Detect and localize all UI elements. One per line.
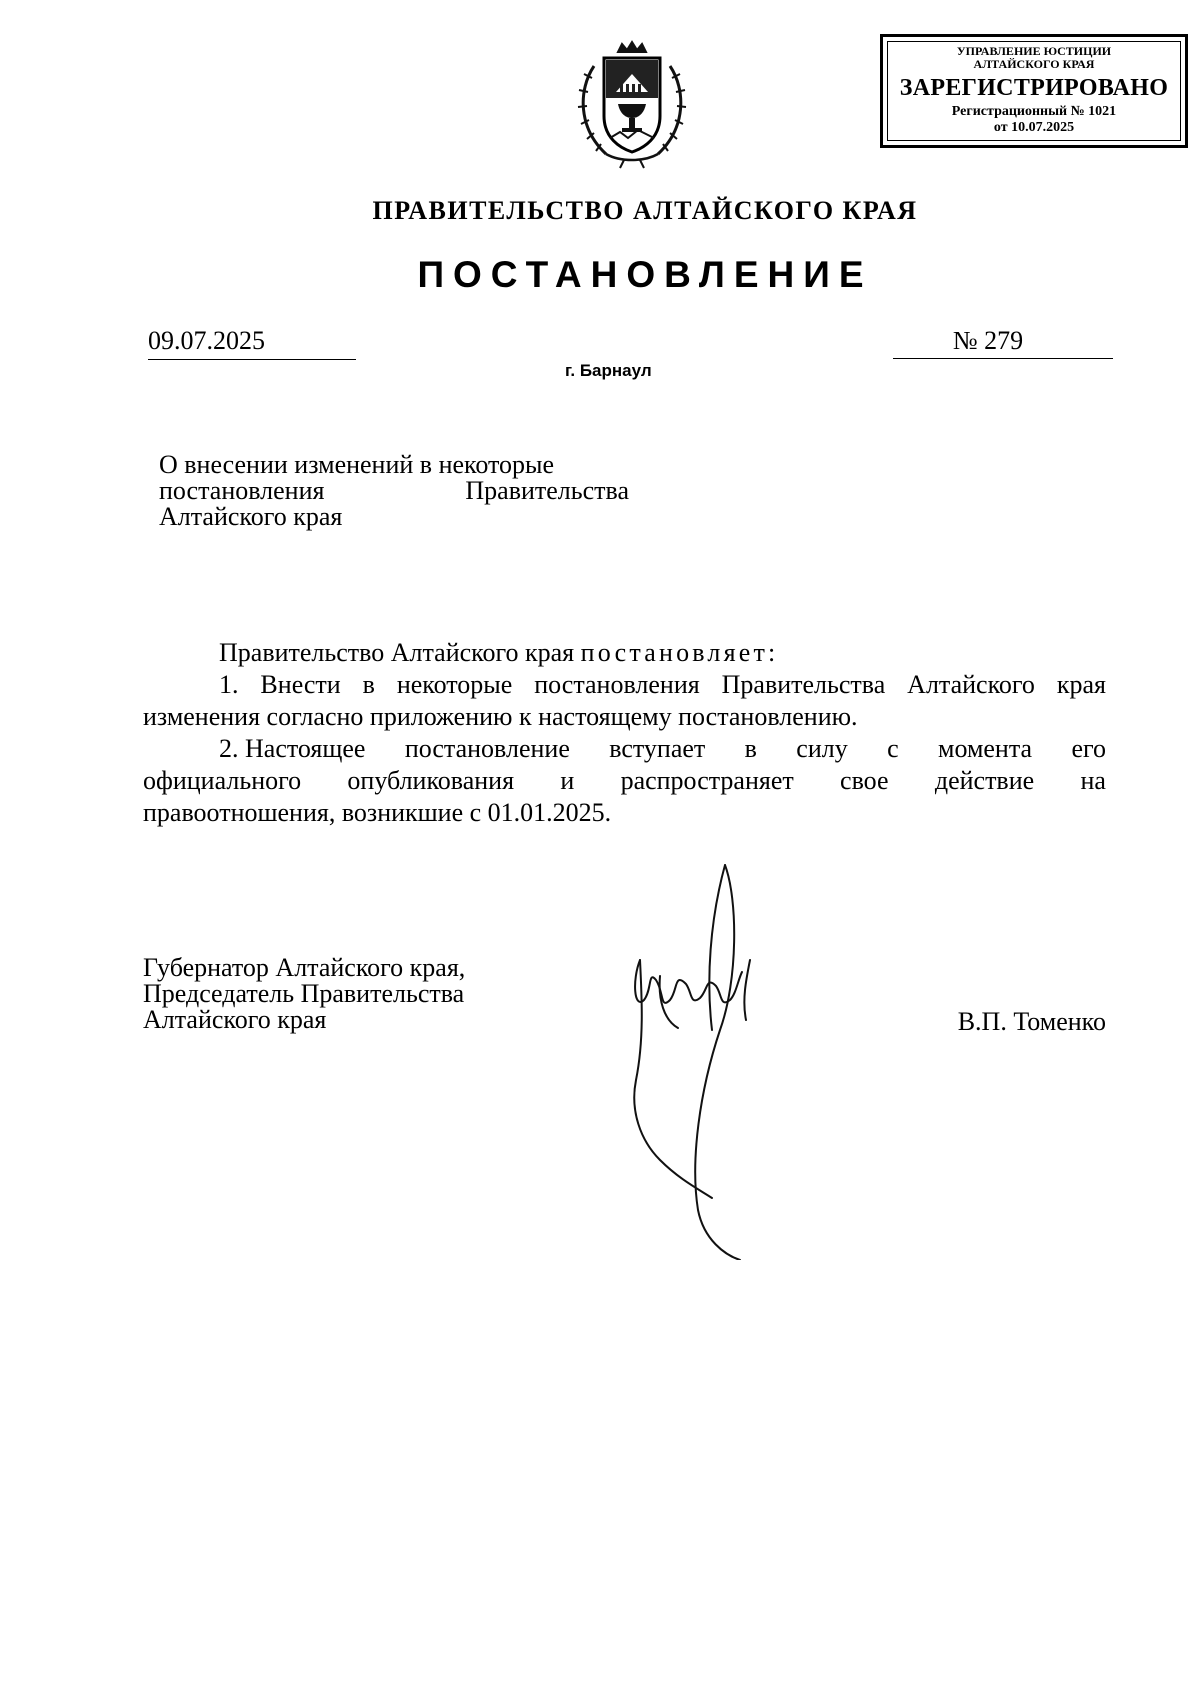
preamble-verb: постановляет: [580, 638, 779, 667]
document-body [143, 637, 1106, 829]
preamble-lead: Правительство Алтайского края [219, 638, 575, 667]
subject-line-2-left: постановления [159, 476, 325, 505]
item-2-word: с [887, 734, 899, 763]
registration-stamp-inner [887, 41, 1181, 141]
document-city: г. Барнаул [565, 361, 652, 380]
item-2-word: действие [934, 766, 1035, 795]
signer-position [143, 955, 563, 1033]
item-2-word: вступает [609, 734, 706, 763]
subject-line-1 [159, 452, 629, 478]
registration-stamp [880, 34, 1188, 148]
government-title: ПРАВИТЕЛЬСТВО АЛТАЙСКОГО КРАЯ [372, 196, 918, 225]
item-2-word: официального [143, 766, 302, 795]
item-2-line-1 [143, 733, 1106, 765]
subject-line-2-right: Правительства [465, 476, 629, 505]
stamp-registration-number: Регистрационный № 1021 [951, 104, 1117, 119]
subject-line-2 [159, 478, 629, 504]
item-2-word: 2. Настоящее [219, 734, 366, 763]
item-2-word: распространяет [620, 766, 794, 795]
item-2-word: и [560, 766, 575, 795]
item-2-word: в [744, 734, 757, 763]
handwritten-signature [630, 860, 810, 1260]
item-2-word: свое [840, 766, 889, 795]
preamble [143, 637, 1106, 669]
item-2-word: его [1071, 734, 1106, 763]
item-1: 1. Внести в некоторые постановления Правительства Алтайского края изменения согласно приложению к настоящему постановлению. [143, 670, 1106, 731]
subject-line-1-text: О внесении изменений в некоторые [159, 450, 555, 479]
signer-position-line-1: Губернатор Алтайского края, [143, 953, 466, 982]
signer-name: В.П. Томенко [957, 1007, 1106, 1036]
altai-coat-of-arms-icon [572, 38, 692, 170]
item-2-line-3: правоотношения, возникшие с 01.01.2025. [143, 798, 612, 827]
document-type: ПОСТАНОВЛЕНИЕ [417, 254, 873, 295]
document-date: 09.07.2025 [148, 324, 356, 360]
signer-position-line-3: Алтайского края [143, 1005, 327, 1034]
item-2-line-2 [143, 765, 1106, 797]
item-2-word: силу [796, 734, 848, 763]
item-2-word: опубликования [347, 766, 515, 795]
item-2 [143, 733, 1106, 829]
stamp-organization: УПРАВЛЕНИЕ ЮСТИЦИИ АЛТАЙСКОГО КРАЯ [956, 44, 1112, 71]
signer-position-line-2: Председатель Правительства [143, 979, 465, 1008]
item-2-word: постановление [404, 734, 570, 763]
stamp-status: ЗАРЕГИСТРИРОВАНО [899, 75, 1169, 101]
document-number: № 279 [893, 324, 1113, 359]
stamp-date: от 10.07.2025 [993, 120, 1075, 135]
item-2-word: момента [937, 734, 1033, 763]
item-2-word: на [1080, 766, 1106, 795]
subject-line-3: Алтайского края [159, 502, 343, 531]
document-subject [159, 452, 629, 530]
